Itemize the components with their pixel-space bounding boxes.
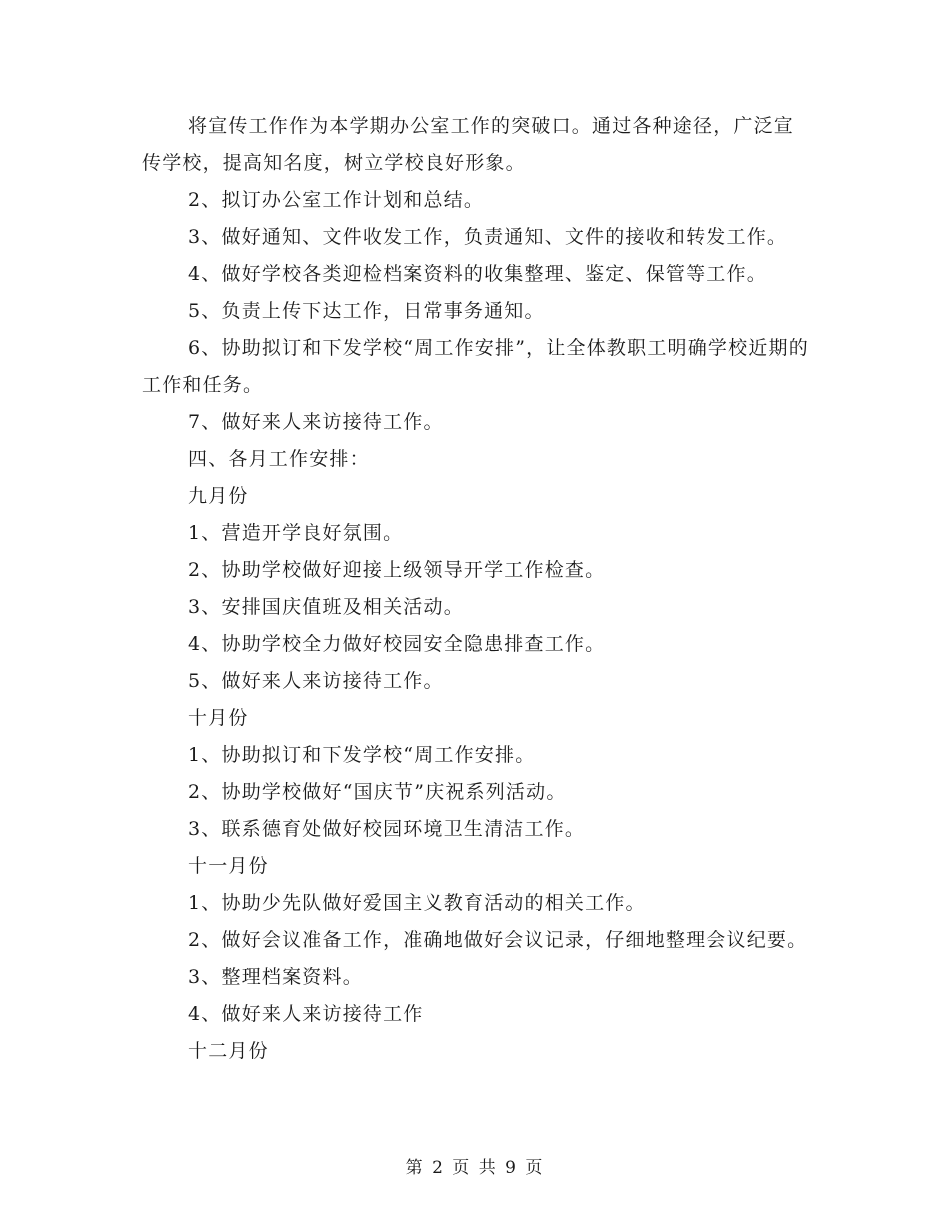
paragraph-item: 4、协助学校全力做好校园安全隐患排查工作。 — [188, 633, 606, 655]
month-heading-october: 十月份 — [188, 707, 249, 729]
page-number-footer: 第 2 页 共 9 页 — [405, 1158, 545, 1178]
paragraph-item: 2、协助学校做好“国庆节”庆祝系列活动。 — [188, 781, 567, 803]
paragraph-item: 7、做好来人来访接待工作。 — [188, 411, 444, 433]
paragraph-item: 2、做好会议准备工作，准确地做好会议记录，仔细地整理会议纪要。 — [188, 929, 808, 951]
paragraph-item: 3、安排国庆值班及相关活动。 — [188, 596, 464, 618]
paragraph-item: 3、联系德育处做好校园环境卫生清洁工作。 — [188, 818, 586, 840]
section-heading: 四、各月工作安排： — [188, 448, 370, 470]
paragraph-publicity: 将宣传工作作为本学期办公室工作的突破口。通过各种途径，广泛宣传学校，提高知名度，树立学校良好形象。 — [142, 115, 795, 174]
paragraph-item: 1、营造开学良好氛围。 — [188, 522, 404, 544]
paragraph-item: 3、整理档案资料。 — [188, 966, 363, 988]
month-heading-september: 九月份 — [188, 485, 249, 507]
paragraph-item: 4、做好来人来访接待工作 — [188, 1003, 424, 1025]
month-heading-december: 十二月份 — [188, 1040, 269, 1062]
paragraph-item: 2、拟订办公室工作计划和总结。 — [188, 189, 485, 211]
paragraph-item: 2、协助学校做好迎接上级领导开学工作检查。 — [188, 559, 606, 581]
paragraph-item: 6、协助拟订和下发学校“周工作安排”，让全体教职工明确学校近期的工作和任务。 — [142, 337, 809, 396]
month-heading-november: 十一月份 — [188, 855, 269, 877]
paragraph-item: 5、负责上传下达工作，日常事务通知。 — [188, 300, 545, 322]
paragraph-item: 1、协助少先队做好爱国主义教育活动的相关工作。 — [188, 892, 646, 914]
paragraph-item: 5、做好来人来访接待工作。 — [188, 670, 444, 692]
paragraph-item: 3、做好通知、文件收发工作，负责通知、文件的接收和转发工作。 — [188, 226, 788, 248]
paragraph-item: 4、做好学校各类迎检档案资料的收集整理、鉴定、保管等工作。 — [188, 263, 767, 285]
document-body — [142, 108, 812, 1070]
paragraph-item: 1、协助拟订和下发学校“周工作安排。 — [188, 744, 536, 766]
